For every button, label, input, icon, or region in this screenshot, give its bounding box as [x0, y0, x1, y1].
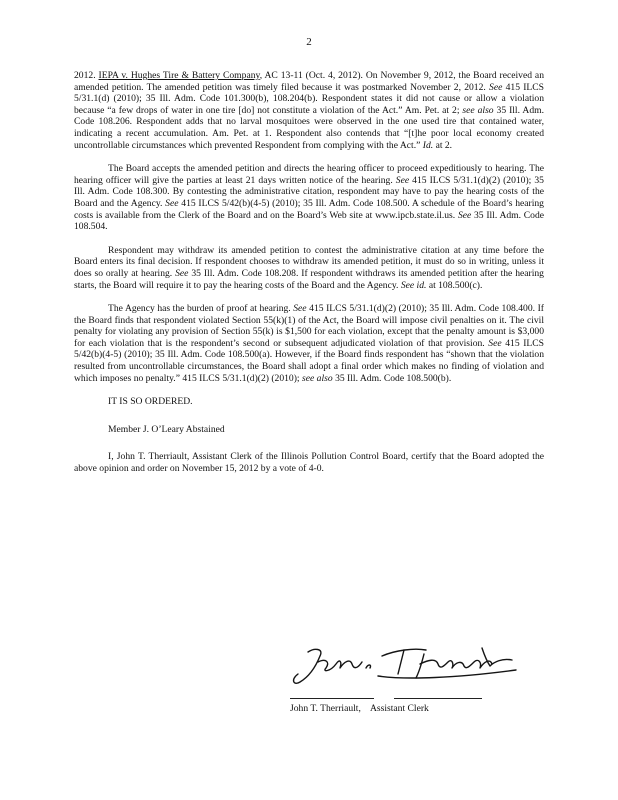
ordered-line: IT IS SO ORDERED.: [108, 396, 193, 408]
citation-signal: see also: [462, 104, 494, 116]
text-segment: Respondent may withdraw its amended petition to contest the administrative citation at any time before the Board enters its final decision. If respondent chooses to withdraw its amended petition, it must do so in writing, unless it does so orally at hearing.: [74, 244, 544, 279]
citation-signal: See: [489, 81, 503, 93]
member-abstained-line: Member J. O’Leary Abstained: [108, 423, 225, 435]
signer-title: Assistant Clerk: [369, 703, 429, 714]
citation-signal: See: [175, 267, 189, 279]
certification-paragraph: I, John T. Therriault, Assistant Clerk of the Illinois Pollution Control Board, certify that the Board adopted the above opinion and order on November 15, 2012 by a vote of 4-0.: [74, 451, 544, 475]
citation-signal: See: [293, 303, 307, 315]
citation-signal: See: [488, 337, 502, 349]
signature-line-left: [290, 698, 374, 699]
citation-signal: See: [457, 209, 472, 221]
text-segment: at 2.: [435, 139, 453, 151]
text-segment: The Agency has the burden of proof at hearing.: [108, 303, 291, 315]
handwritten-signature: [286, 640, 526, 690]
case-name: IEPA v. Hughes Tire & Battery Company: [98, 70, 260, 81]
paragraph-citation-intro: [74, 70, 544, 151]
text-segment: 35 Ill. Adm. Code 108.208. If respondent withdraws its amended petition after the hearing starts, the Board will require it to pay the hearing costs of the Board and the Agency.: [74, 267, 544, 291]
text-segment: 2012.: [74, 70, 96, 81]
text-segment: 415 ILCS 5/31.1(d) (2010); 35 Ill. Adm. Code 101.300(b), 108.204(b). Respondent states it did not cause or allow a violation because “a few drops of water in one tire [do] not constitute a violation of the Act.” Am. Pet. at 2;: [74, 81, 544, 116]
text-segment: , AC 13-11 (Oct. 4, 2012). On November 9, 2012, the Board received an amended petition. The amended petition was timely filed because it was postmarked November 2, 2012.: [74, 70, 544, 93]
text-segment: 415 ILCS 5/42(b)(4-5) (2010); 35 Ill. Adm. Code 108.500(a). However, if the Board finds respondent has “shown that the violation resulted from uncontrollable circumstances, the Board shall adopt a final order which makes no finding of violation and which imposes no penalty.” 415 ILCS 5/31.1(d)(2) (2010);: [74, 337, 544, 384]
citation-signal: see also: [302, 372, 333, 384]
text-segment: 415 ILCS 5/42(b)(4-5) (2010); 35 Ill. Adm. Code 108.500. A schedule of the Board’s hearing costs is available from the Clerk of the Board and on the Board’s Web site at www.ipcb.state.il.us.: [74, 197, 544, 221]
paragraph-withdraw: [74, 245, 544, 291]
signature-line-right: [394, 698, 482, 699]
signature-caption: John T. Therriault, Assistant Clerk: [290, 703, 429, 714]
paragraph-hearing: [74, 163, 544, 233]
text-segment: 35 Ill. Adm. Code 108.206. Respondent adds that no larval mosquitoes were observed in the one used tire that contained water, indicating a recent accumulation. Am. Pet. at 1. Respondent also contends that “[t]he poor local economy created uncontrollable circumstances which prevented Respondent from complying with the Act.”: [74, 104, 544, 151]
paragraph-burden: [74, 303, 544, 384]
citation-signal: See: [395, 174, 410, 186]
text-segment: The Board accepts the amended petition and directs the hearing officer to proceed expeditiously to hearing. The hearing officer will give the parties at least 21 days written notice of the hearing.: [74, 163, 544, 186]
order-body: [74, 70, 544, 487]
text-segment: at 108.500(c).: [428, 279, 483, 291]
citation-signal: Id.: [422, 139, 434, 151]
page-number: 2: [306, 36, 312, 48]
citation-signal: See: [165, 197, 179, 209]
text-segment: 415 ILCS 5/31.1(d)(2) (2010); 35 Ill. Adm. Code 108.300. By contesting the administrative citation, respondent may have to pay the hearing costs of the Board and the Agency.: [74, 174, 544, 209]
signer-name: John T. Therriault: [290, 703, 359, 714]
text-segment: 35 Ill. Adm. Code 108.504.: [74, 209, 545, 233]
text-segment: 35 Ill. Adm. Code 108.500(b).: [335, 372, 452, 384]
text-segment: 415 ILCS 5/31.1(d)(2) (2010); 35 Ill. Adm. Code 108.400. If the Board finds that respondent violated Section 55(k)(1) of the Act, the Board will impose civil penalties on it. The civil penalty for violating any provision of Section 55(k) is $1,500 for each violation, except that the penalty amount is $3,000 for each violation that is the respondent’s second or subsequent adjudicated violation of that provision.: [74, 303, 544, 349]
citation-signal: See id.: [400, 279, 427, 291]
